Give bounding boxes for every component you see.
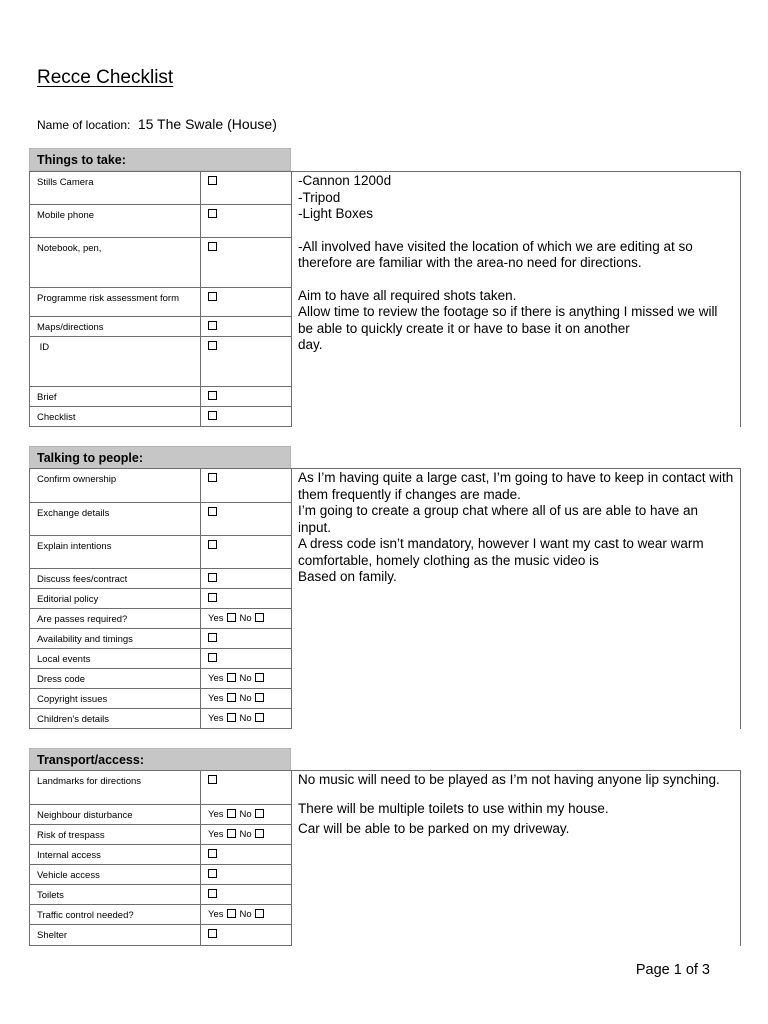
- checkbox[interactable]: [208, 540, 217, 549]
- checkbox[interactable]: [208, 292, 217, 301]
- item-label: Editorial policy: [30, 589, 201, 609]
- yes-no-cell: [201, 689, 292, 709]
- note-line: I’m going to create a group chat where all of us are able to have an input.: [298, 503, 698, 535]
- section-heading: Things to take:: [29, 148, 291, 171]
- item-label: Explain intentions: [30, 536, 201, 569]
- item-label: Stills Camera: [30, 172, 201, 205]
- item-label: Copyright issues: [30, 689, 201, 709]
- no-label: No: [239, 693, 252, 704]
- checkbox[interactable]: [208, 341, 217, 350]
- check-cell: [201, 337, 292, 387]
- yes-label: Yes: [208, 693, 224, 704]
- yes-checkbox[interactable]: [227, 713, 236, 722]
- item-label: Traffic control needed?: [30, 905, 201, 925]
- no-checkbox[interactable]: [255, 809, 264, 818]
- item-label: Availability and timings: [30, 629, 201, 649]
- check-cell: [201, 469, 292, 503]
- note-line: day.: [298, 337, 323, 352]
- yes-checkbox[interactable]: [227, 809, 236, 818]
- yes-no-cell: [201, 609, 292, 629]
- check-cell: [201, 205, 292, 238]
- check-cell: [201, 569, 292, 589]
- check-cell: [201, 172, 292, 205]
- item-label: Are passes required?: [30, 609, 201, 629]
- yes-label: Yes: [208, 829, 224, 840]
- item-label: Discuss fees/contract: [30, 569, 201, 589]
- item-label: Internal access: [30, 845, 201, 865]
- item-label: Shelter: [30, 925, 201, 946]
- checkbox[interactable]: [208, 573, 217, 582]
- no-label: No: [239, 713, 252, 724]
- yes-no-cell: [201, 669, 292, 689]
- check-cell: [201, 387, 292, 407]
- no-checkbox[interactable]: [255, 713, 264, 722]
- no-checkbox[interactable]: [255, 613, 264, 622]
- item-label: Notebook, pen,: [30, 238, 201, 288]
- check-cell: [201, 238, 292, 288]
- check-cell: [201, 503, 292, 536]
- no-checkbox[interactable]: [255, 829, 264, 838]
- yes-label: Yes: [208, 613, 224, 624]
- item-label: Exchange details: [30, 503, 201, 536]
- yes-label: Yes: [208, 809, 224, 820]
- yes-checkbox[interactable]: [227, 673, 236, 682]
- checkbox[interactable]: [208, 775, 217, 784]
- note-line: Based on family.: [298, 569, 397, 584]
- checkbox[interactable]: [208, 889, 217, 898]
- item-label: Brief: [30, 387, 201, 407]
- no-label: No: [239, 809, 252, 820]
- note-line: Aim to have all required shots taken.: [298, 287, 517, 303]
- note-line: -All involved have visited the location of which we are editing at so therefore are familiar with the area-no need for directions.: [298, 238, 693, 270]
- section-heading: Talking to people:: [29, 446, 291, 469]
- check-cell: [201, 629, 292, 649]
- notes-cell: [292, 469, 741, 729]
- yes-no-cell: [201, 805, 292, 825]
- no-label: No: [239, 909, 252, 920]
- note-line: -Tripod: [298, 189, 341, 205]
- yes-checkbox[interactable]: [227, 693, 236, 702]
- checkbox[interactable]: [208, 849, 217, 858]
- yes-label: Yes: [208, 673, 224, 684]
- checkbox[interactable]: [208, 391, 217, 400]
- note-line: No music will need to be played as I’m not having anyone lip synching.: [298, 772, 720, 787]
- checkbox[interactable]: [208, 633, 217, 642]
- item-label: Mobile phone: [30, 205, 201, 238]
- item-label: Risk of trespass: [30, 825, 201, 845]
- checkbox[interactable]: [208, 473, 217, 482]
- no-checkbox[interactable]: [255, 909, 264, 918]
- page-title: Recce Checklist: [37, 67, 174, 88]
- note-line: A dress code isn’t mandatory, however I want my cast to wear warm comfortable, homely clothing as the music video is: [298, 536, 704, 568]
- check-cell: [201, 885, 292, 905]
- item-label: Confirm ownership: [30, 469, 201, 503]
- no-label: No: [239, 673, 252, 684]
- checkbox[interactable]: [208, 209, 217, 218]
- notes-cell: [292, 771, 741, 946]
- item-label: Vehicle access: [30, 865, 201, 885]
- note-line: Allow time to review the footage so if there is anything I missed we will be able to quickly create it or have to base it on another: [298, 304, 718, 336]
- check-cell: [201, 407, 292, 427]
- item-label: Neighbour disturbance: [30, 805, 201, 825]
- no-label: No: [239, 613, 252, 624]
- checkbox[interactable]: [208, 176, 217, 185]
- item-label: Maps/directions: [30, 317, 201, 337]
- no-label: No: [239, 829, 252, 840]
- notes-cell: [292, 172, 741, 427]
- no-checkbox[interactable]: [255, 693, 264, 702]
- item-label: Programme risk assessment form: [30, 288, 201, 317]
- yes-checkbox[interactable]: [227, 613, 236, 622]
- note-line: As I’m having quite a large cast, I’m going to have to keep in contact with them frequently if changes are made.: [298, 470, 734, 502]
- checkbox[interactable]: [208, 507, 217, 516]
- item-label: Local events: [30, 649, 201, 669]
- yes-no-cell: [201, 825, 292, 845]
- checkbox[interactable]: [208, 869, 217, 878]
- location-value: 15 The Swale (House): [137, 116, 277, 132]
- yes-no-cell: [201, 905, 292, 925]
- check-cell: [201, 845, 292, 865]
- yes-label: Yes: [208, 713, 224, 724]
- check-cell: [201, 649, 292, 669]
- checkbox[interactable]: [208, 411, 217, 420]
- item-label: Landmarks for directions: [30, 771, 201, 805]
- no-checkbox[interactable]: [255, 673, 264, 682]
- yes-label: Yes: [208, 909, 224, 920]
- location-line: [37, 116, 277, 134]
- check-cell: [201, 317, 292, 337]
- item-label: Children's details: [30, 709, 201, 729]
- check-cell: [201, 771, 292, 805]
- checkbox[interactable]: [208, 929, 217, 938]
- checkbox[interactable]: [208, 242, 217, 251]
- check-cell: [201, 589, 292, 609]
- note-line: -Cannon 1200d: [298, 173, 392, 188]
- checklist-table: [29, 770, 741, 946]
- yes-checkbox[interactable]: [227, 829, 236, 838]
- item-label: Toilets: [30, 885, 201, 905]
- checklist-table: [29, 468, 741, 729]
- location-label: Name of location:: [37, 118, 131, 132]
- yes-checkbox[interactable]: [227, 909, 236, 918]
- check-cell: [201, 865, 292, 885]
- checkbox[interactable]: [208, 593, 217, 602]
- note-line: -Light Boxes: [298, 206, 374, 221]
- note-line: There will be multiple toilets to use within my house.: [298, 800, 609, 816]
- note-line: Car will be able to be parked on my driveway.: [298, 821, 570, 836]
- checkbox[interactable]: [208, 321, 217, 330]
- check-cell: [201, 536, 292, 569]
- item-label: Checklist: [30, 407, 201, 427]
- section-heading: Transport/access:: [29, 748, 291, 771]
- check-cell: [201, 288, 292, 317]
- item-label: ID: [30, 337, 201, 387]
- checklist-table: [29, 171, 741, 427]
- item-label: Dress code: [30, 669, 201, 689]
- yes-no-cell: [201, 709, 292, 729]
- page-number: Page 1 of 3: [635, 962, 710, 978]
- check-cell: [201, 925, 292, 946]
- checkbox[interactable]: [208, 653, 217, 662]
